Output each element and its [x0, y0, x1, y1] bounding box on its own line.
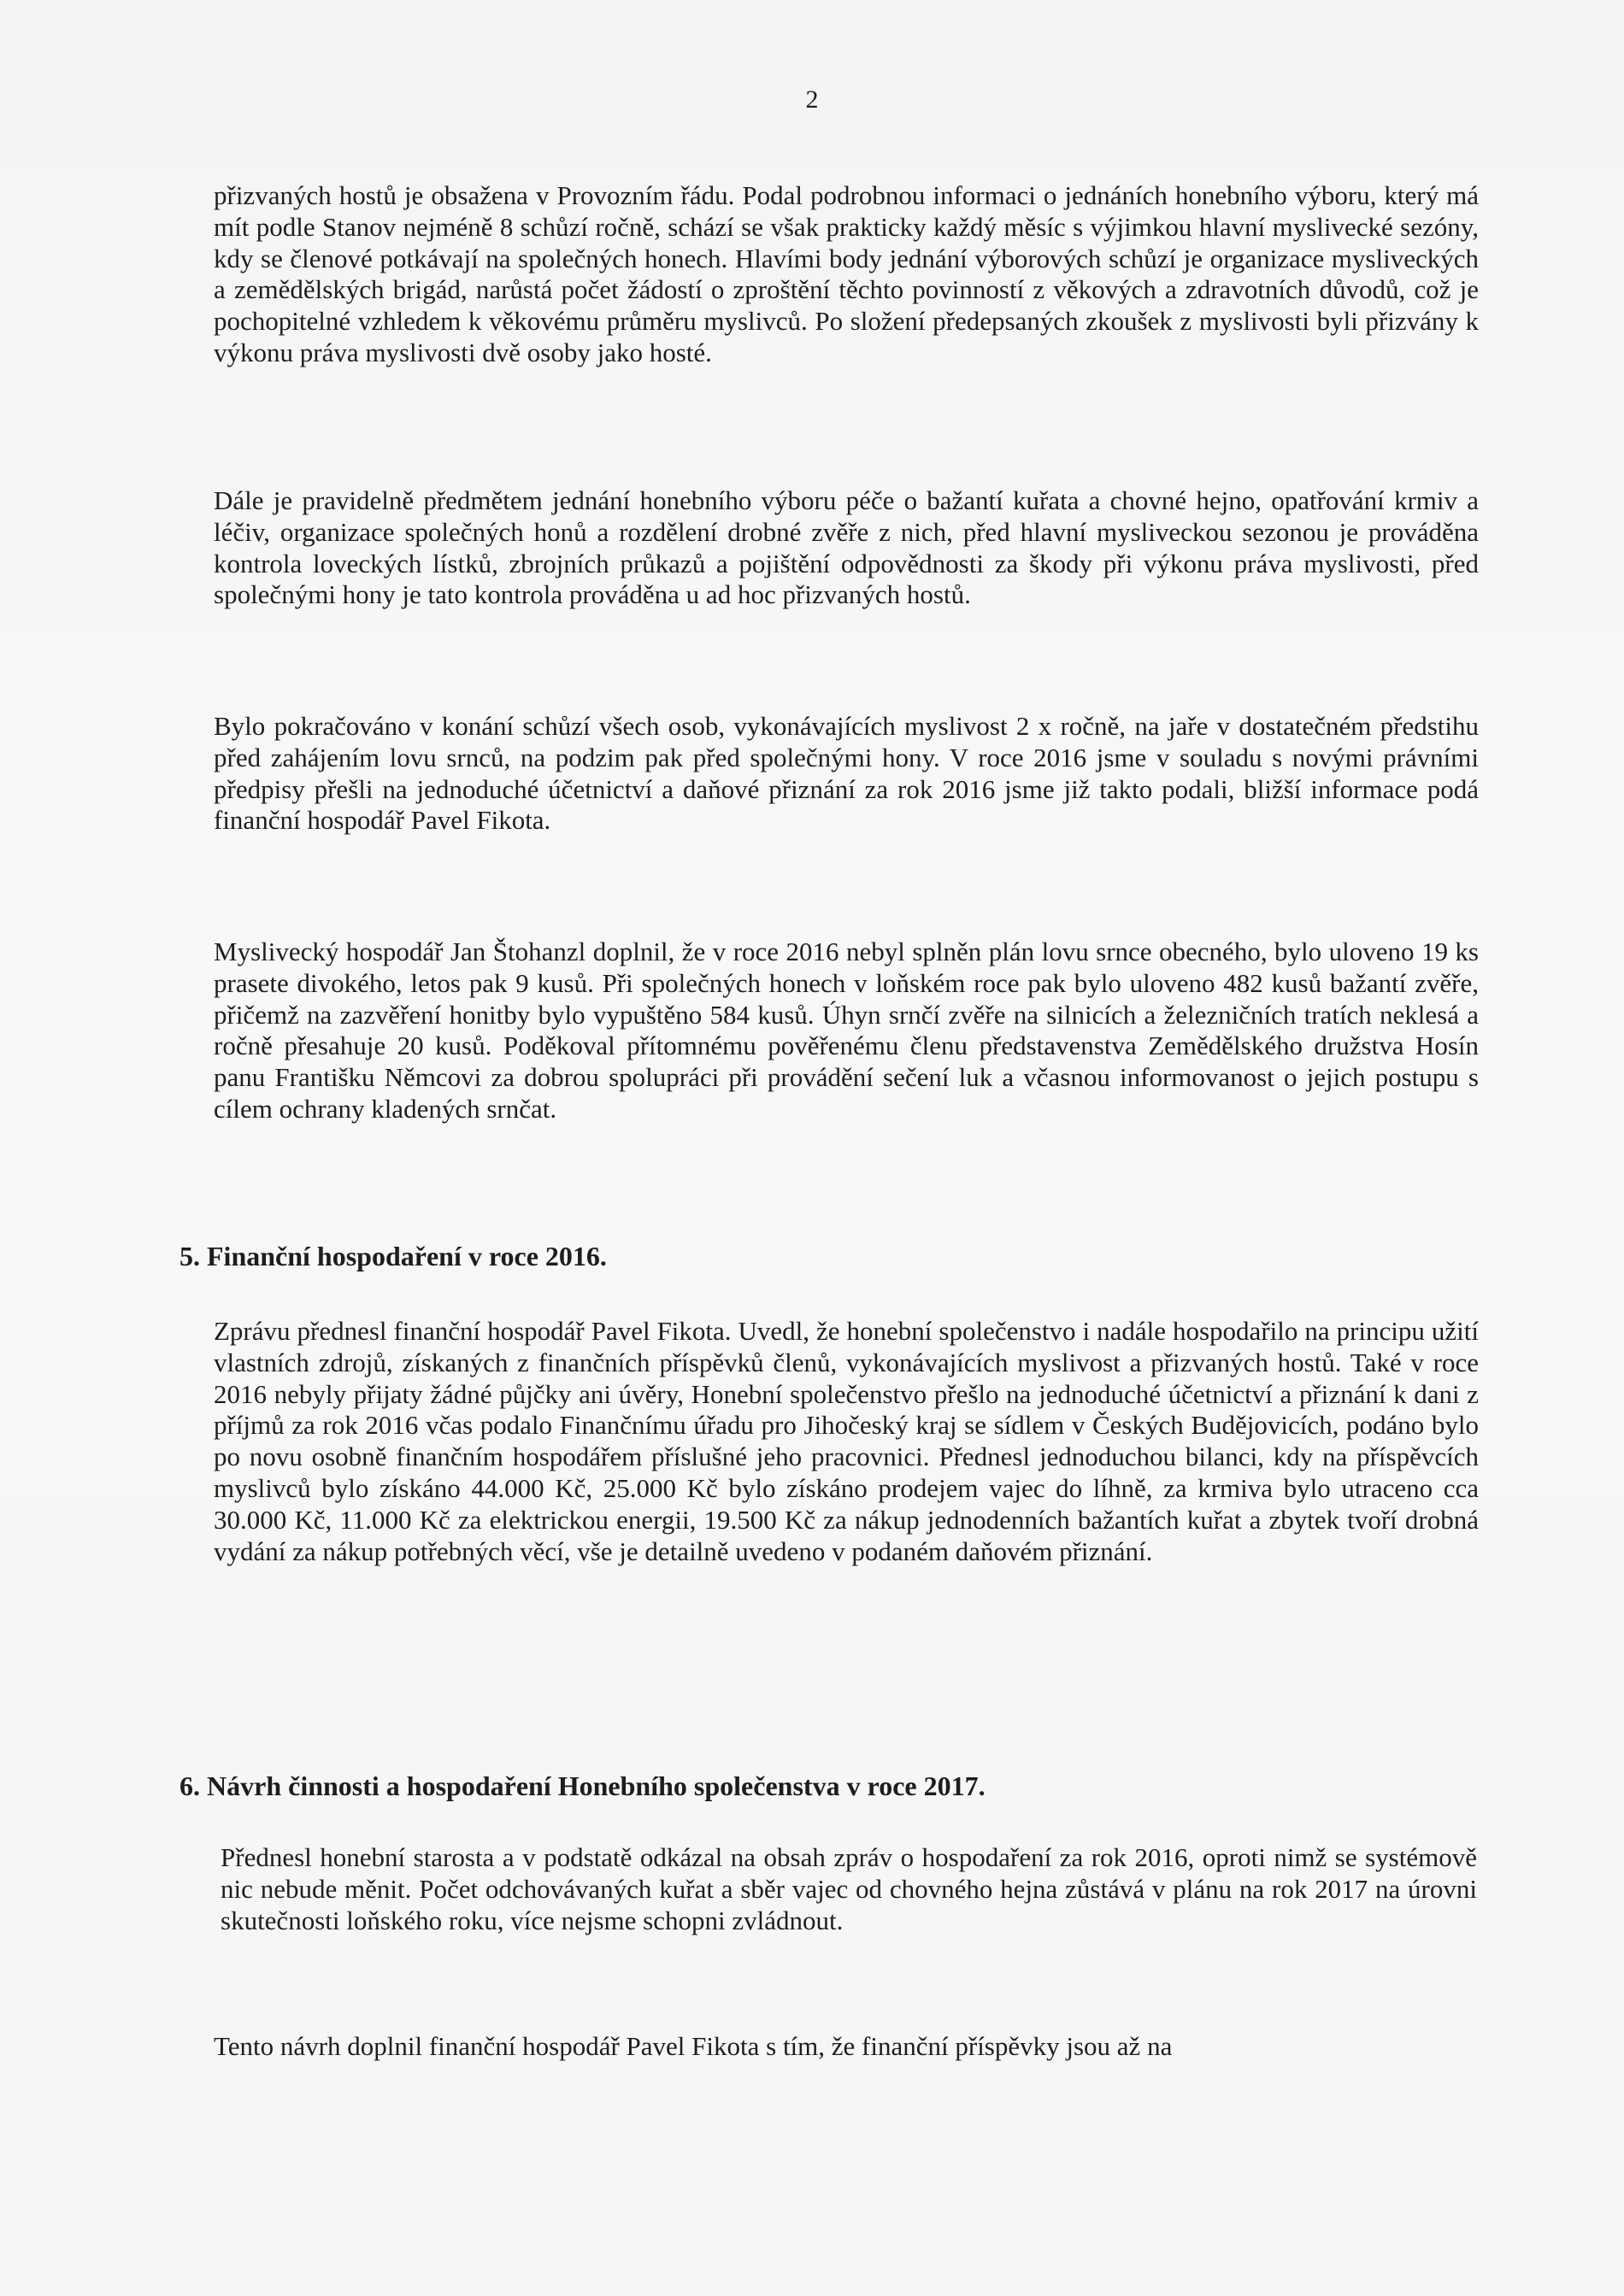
paragraph-member-meetings: Bylo pokračováno v konání schůzí všech osob, vykonávajících myslivost 2 x ročně, na jaře v dostatečném předstihu před zahájením lovu srnců, na podzim pak před společnými hony. V roce 2016 jsme v souladu s novými právními předpisy přešli na jednoduché účetnictví a daňové přiznání za rok 2016 jsme již takto podali, bližší informace podá finanční hospodář Pavel Fikota.	[214, 711, 1479, 836]
paragraph-game-warden-report: Myslivecký hospodář Jan Štohanzl doplnil, že v roce 2016 nebyl splněn plán lovu srnce obecného, bylo uloveno 19 ks prasete divokého, letos pak 9 kusů. Při společných honech v loňském roce pak bylo uloveno 482 kusů bažantí zvěře, přičemž na zazvěření honitby bylo vypuštěno 584 kusů. Úhyn srnčí zvěře na silnicích a železničních tratích neklesá a ročně přesahuje 20 kusů. Poděkoval přítomnému pověřenému členu představenstva Zemědělského družstva Hosín panu Františku Němcovi za dobrou spolupráci při provádění sečení luk a včasnou informovanost o jejich postupu s cílem ochrany kladených srnčat.	[214, 937, 1479, 1124]
page-number: 2	[805, 85, 819, 114]
section-heading-financial-2016: 5. Finanční hospodaření v roce 2016.	[179, 1241, 607, 1271]
paragraph-proposal-addition: Tento návrh doplnil finanční hospodář Pavel Fikota s tím, že finanční příspěvky jsou až na	[214, 2031, 1173, 2061]
paragraph-committee-meetings: přizvaných hostů je obsažena v Provozním řádu. Podal podrobnou informaci o jednáních honebního výboru, který má mít podle Stanov nejméně 8 schůzí ročně, schází se však prakticky každý měsíc s výjimkou hlavní myslivecké sezóny, kdy se členové potkávají na společných honech. Hlavími body jednání výborových schůzí je organizace mysliveckých a zemědělských brigád, narůstá počet žádostí o zproštění těchto povinností z věkových a zdravotních důvodů, což je pochopitelné vzhledem k věkovému průměru myslivců. Po složení předepsaných zkoušek z myslivosti byli přizvány k výkonu práva myslivosti dvě osoby jako hosté.	[214, 180, 1479, 367]
paragraph-pheasant-care: Dále je pravidelně předmětem jednání honebního výboru péče o bažantí kuřata a chovné hejno, opatřování krmiv a léčiv, organizace společných honů a rozdělení drobné zvěře z nich, před hlavní mysliveckou sezonou je prováděna kontrola loveckých lístků, zbrojních průkazů a pojištění odpovědnosti za škody při výkonu práva myslivosti, před společnými hony je tato kontrola prováděna u ad hoc přizvaných hostů.	[214, 485, 1479, 610]
paragraph-financial-report: Zprávu přednesl finanční hospodář Pavel Fikota. Uvedl, že honební společenstvo i nadále hospodařilo na principu užití vlastních zdrojů, získaných z finančních příspěvků členů, vykonávajících myslivost a přizvaných hostů. Také v roce 2016 nebyly přijaty žádné půjčky ani úvěry, Honební společenstvo přešlo na jednoduché účetnictví a přiznání k dani z příjmů za rok 2016 včas podalo Finančnímu úřadu pro Jihočeský kraj se sídlem v Českých Budějovicích, podáno bylo po novu osobně finančním hospodářem příslušné jeho pracovnici. Přednesl jednoduchou bilanci, kdy na příspěvcích myslivců bylo získáno 44.000 Kč, 25.000 Kč bylo získáno prodejem vajec do líhně, za krmiva bylo utraceno cca 30.000 Kč, 11.000 Kč za elektrickou energii, 19.500 Kč za nákup jednodenních bažantích kuřat a zbytek tvoří drobná vydání za nákup potřebných věcí, vše je detailně uvedeno v podaném daňovém přiznání.	[214, 1316, 1479, 1566]
section-heading-plan-2017: 6. Návrh činnosti a hospodaření Honebního společenstva v roce 2017.	[179, 1770, 986, 1801]
paragraph-plan-2017: Přednesl honební starosta a v podstatě odkázal na obsah zpráv o hospodaření za rok 2016, oproti nimž se systémově nic nebude měnit. Počet odchovávaných kuřat a sběr vajec od chovného hejna zůstává v plánu na rok 2017 na úrovni skutečnosti loňského roku, více nejsme schopni zvládnout.	[221, 1842, 1477, 1935]
